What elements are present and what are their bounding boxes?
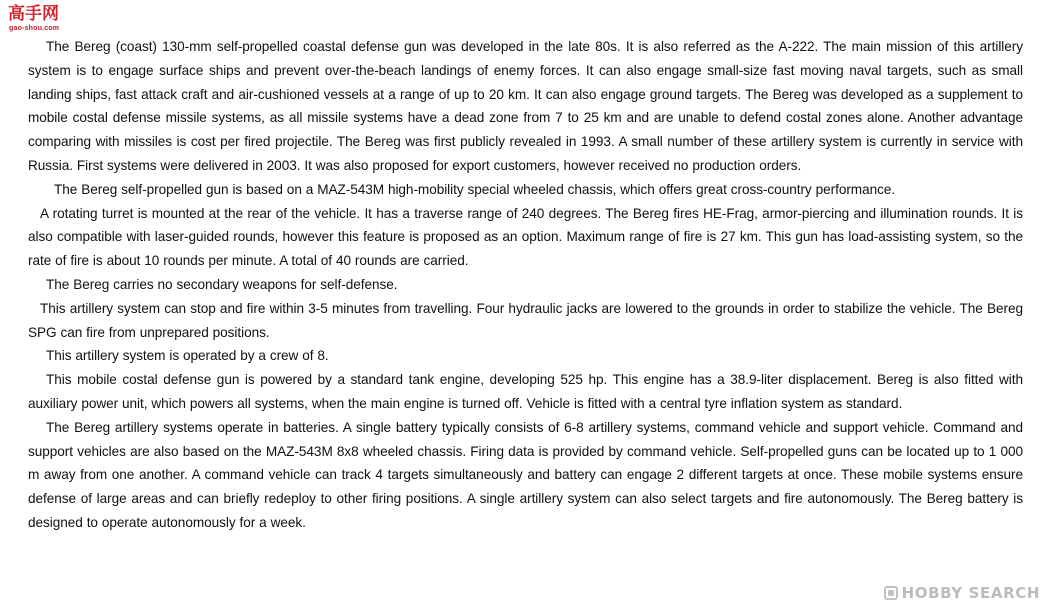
site-logo-text: 高手网 bbox=[8, 4, 59, 24]
paragraph-chassis: The Bereg self-propelled gun is based on a MAZ-543M high-mobility special wheeled chassis, which offers great cross-country performance. bbox=[54, 181, 896, 197]
site-logo-name bbox=[8, 4, 59, 24]
watermark-text: HOBBY SEARCH bbox=[901, 584, 1040, 602]
paragraph-engine: This mobile costal defense gun is powered by a standard tank engine, developing 525 hp. This engine has a 38.9-liter displacement. Bereg is also fitted with auxiliary power unit, which powers all systems, when the main engine is turned off. Vehicle is fitted with a central tyre inflation system as standard. bbox=[28, 372, 1023, 411]
paragraph-turret: A rotating turret is mounted at the rear of the vehicle. It has a traverse range of 240 degrees. The Bereg fires HE-Frag, armor-piercing and illumination rounds. It is also compatible with laser-guided rounds, however this feature is proposed as an option. Maximum range of fire is 27 km. This gun has load-assisting system, so the rate of fire is about 10 rounds per minute. A total of 40 rounds are carried. bbox=[28, 205, 1023, 269]
watermark bbox=[884, 584, 1040, 602]
paragraph-crew: This artillery system is operated by a crew of 8. bbox=[46, 348, 329, 364]
site-logo bbox=[8, 4, 72, 34]
paragraph-deployment: This artillery system can stop and fire within 3-5 minutes from travelling. Four hydraulic jacks are lowered to the grounds in order to stabilize the vehicle. The Bereg SPG can fire from unprepared positions. bbox=[28, 300, 1023, 340]
paragraph-secondary-weapons: The Bereg carries no secondary weapons for self-defense. bbox=[46, 276, 398, 292]
hobby-search-logo-icon bbox=[884, 586, 898, 600]
article-body bbox=[28, 35, 1023, 535]
paragraph-overview: The Bereg (coast) 130-mm self-propelled coastal defense gun was developed in the late 80s. It is also referred as the A-222. The main mission of this artillery system is to engage surface ships and prevent over-the-beach landings of enemy forces. It can also engage small-size fast moving naval targets, such as small landing ships, fast attack craft and air-cushioned vessels at a range of up to 20 km. It can also engage ground targets. The Bereg was developed as a supplement to mobile costal defense missile systems, as all missile systems have a dead zone from 7 to 25 km and are unable to defend costal zones alone. Another advantage comparing with missiles is cost per fired projectile. The Bereg was first publicly revealed in 1993. A small number of these artillery system is currently in service with Russia. First systems were delivered in 2003. It was also proposed for export customers, however received no production orders. bbox=[28, 39, 1023, 173]
site-logo-url: gao-shou.com bbox=[9, 25, 60, 32]
paragraph-batteries: The Bereg artillery systems operate in batteries. A single battery typically consists of 6-8 artillery systems, command vehicle and support vehicle. Command and support vehicles are also based on the MAZ-543M 8x8 wheeled chassis. Firing data is provided by command vehicle. Self-propelled guns can be located up to 1 000 m away from one another. A command vehicle can track 4 targets simultaneously and battery can engage 2 different targets at once. These mobile systems ensure defense of large areas and can briefly redeploy to other firing positions. A single artillery system can also select targets and fire autonomously. The Bereg battery is designed to operate autonomously for a week. bbox=[28, 419, 1023, 530]
